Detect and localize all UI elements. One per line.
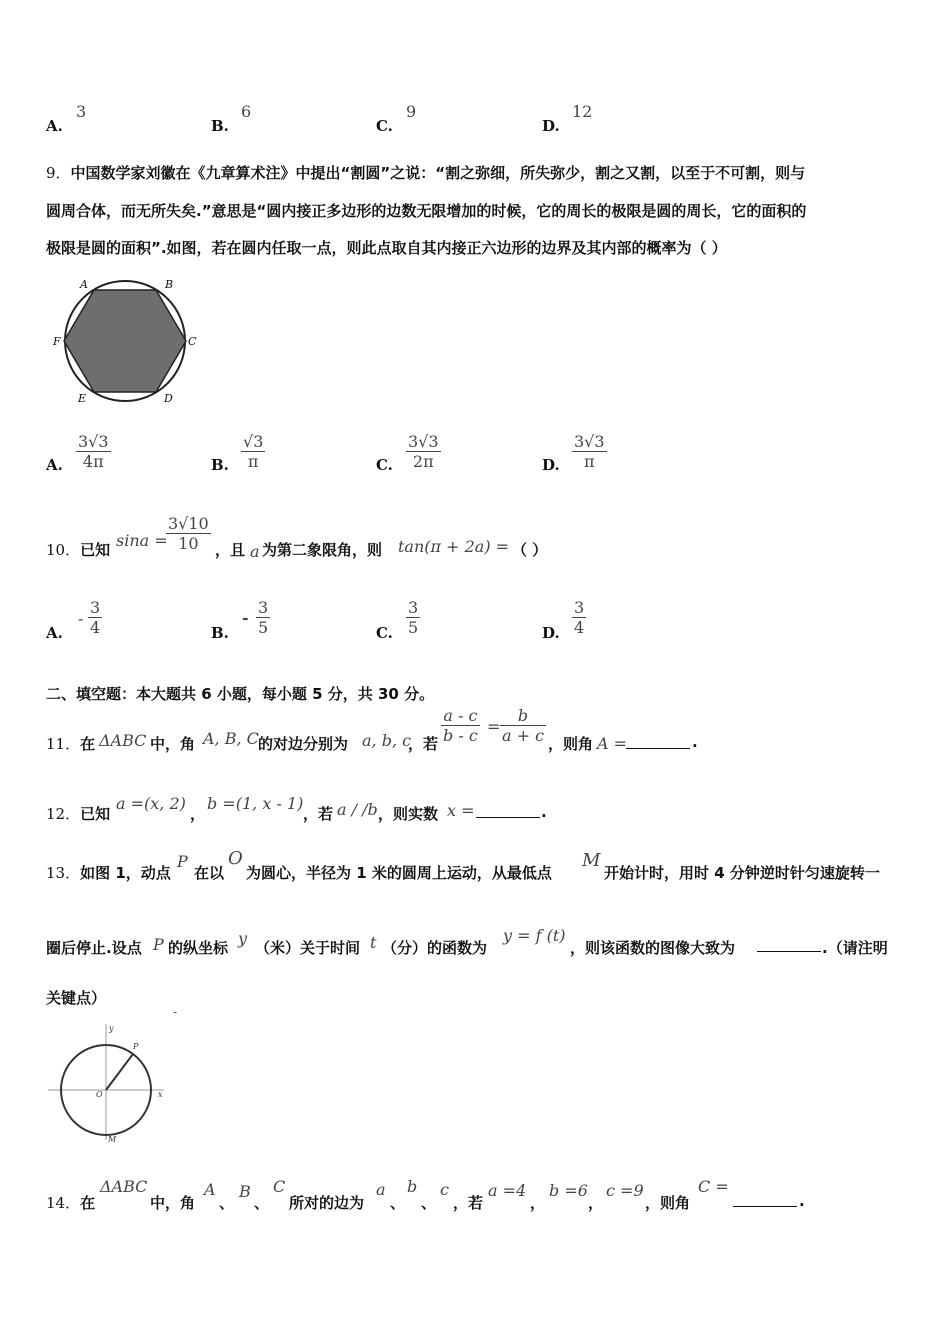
q8-option-a-value: 3 (76, 102, 87, 121)
q11-t1: 在 (80, 735, 96, 753)
q9-option-c-den: 2π (406, 451, 441, 471)
q14-answer-blank[interactable] (733, 1194, 797, 1207)
q10-mid2: 为第二象限角，则 (262, 541, 383, 559)
q12-t2: ，若 (303, 805, 334, 823)
q14-sep-3: 、 (390, 1194, 406, 1212)
q10-option-d-label: D. (542, 624, 560, 642)
q13-t5: 圈后停止.设点 (46, 939, 142, 957)
q10-option-b-sign: - (242, 608, 249, 627)
q14-number: 14． (46, 1194, 81, 1212)
q11-triangle: ΔABC (99, 731, 147, 750)
q10-mid: ，且 (215, 541, 246, 559)
label-origin-o: O (96, 1090, 103, 1099)
hex-label-e: E (78, 392, 87, 405)
q11-left-num: a - c (443, 706, 478, 725)
q10-option-d-num: 3 (574, 598, 585, 617)
q11-left-den: b - c (443, 726, 478, 745)
q8-option-b-value: 6 (241, 102, 252, 121)
q14-t2: 中，角 (150, 1194, 196, 1212)
q9-option-b-den: π (241, 451, 265, 471)
q9-number: 9． (46, 164, 71, 182)
hex-label-c: C (188, 335, 197, 348)
q9-line-3: 极限是圆的面积”.如图，若在圆内任取一点，则此点取自其内接正六边形的边界及其内部的概率为（ ） (46, 239, 727, 257)
q12-condition: a / /b (337, 800, 378, 819)
q10-lead (46, 539, 110, 560)
q12-comma: ， (190, 805, 206, 823)
q14-sep-1: 、 (219, 1194, 235, 1212)
label-point-m: M (108, 1135, 117, 1144)
unit-circle-figure (44, 1020, 174, 1144)
q13-t9: ，则该函数的图像大致为 (570, 939, 736, 957)
q11-t4: ，若 (408, 735, 439, 753)
q13-t-var: t (370, 933, 377, 952)
q14-t5: ，则角 (645, 1194, 691, 1212)
q13-t6: 的纵坐标 (168, 939, 229, 957)
axis-label-x: x (158, 1090, 163, 1099)
q11-lead (46, 733, 95, 754)
q14-comma-1: ， (530, 1194, 546, 1212)
axis-label-y: y (109, 1024, 114, 1033)
hex-label-b: B (165, 278, 174, 291)
q10-option-d-fraction (572, 598, 586, 637)
q10-option-b-den: 5 (258, 618, 269, 637)
q9-option-c-num: 3√3 (408, 432, 439, 451)
q9-option-d-fraction (572, 432, 607, 471)
q14-angle-c: C (273, 1177, 286, 1196)
q12-t1: 已知 (80, 805, 111, 823)
q14-a-value: a =4 (488, 1181, 527, 1200)
q11-number: 11． (46, 735, 81, 753)
q14-angle-a: A (204, 1180, 216, 1199)
q13-point-m: M (582, 850, 601, 871)
q10-frac-num: 3√10 (168, 514, 209, 533)
q9-option-b-num: √3 (243, 432, 264, 451)
q13-number: 13． (46, 864, 81, 882)
inscribed-hexagon (64, 290, 186, 392)
q9-option-b-label: B. (211, 456, 229, 474)
q9-option-a-label: A. (46, 456, 63, 474)
q10-option-a-label: A. (46, 624, 63, 642)
q11-right-fraction (500, 706, 546, 745)
q9-option-b-fraction (241, 432, 265, 471)
hex-label-f: F (53, 335, 61, 348)
q14-angle-b: B (239, 1182, 251, 1201)
q13-function: y = f (t) (503, 926, 566, 945)
q13-point-p: P (177, 852, 188, 871)
q13-t2: 在以 (194, 864, 225, 882)
hexagon-circle-figure (52, 276, 202, 408)
q9-option-d-num: 3√3 (574, 432, 605, 451)
q8-option-c-label: C. (376, 117, 393, 135)
q11-right-num: b (517, 706, 529, 725)
q10-frac-den: 10 (166, 533, 211, 553)
q9-option-d-label: D. (542, 456, 560, 474)
hex-label-a: A (80, 278, 88, 291)
q9-option-d-den: π (572, 451, 607, 471)
q11-right-den: a + c (502, 726, 545, 745)
q13-t4: 开始计时，用时 4 分钟逆时针匀速旋转一 (604, 864, 880, 882)
q12-number: 12． (46, 805, 81, 823)
q14-triangle: ΔABC (100, 1177, 148, 1196)
q10-option-a-sign: - (78, 609, 84, 628)
q11-t3: 的对边分别为 (258, 735, 349, 753)
q13-t10: .（请注明 (822, 939, 888, 957)
q10-option-a-fraction (88, 598, 102, 637)
q13-t1: 如图 1，动点 (80, 864, 171, 882)
q13-t8: （分）的函数为 (382, 939, 488, 957)
q10-option-d-den: 4 (574, 618, 585, 637)
q12-lead (46, 803, 110, 824)
q11-angles: A, B, C (203, 729, 259, 748)
q12-vector-b: b =(1, x - 1) (207, 794, 304, 813)
q10-option-b-num: 3 (258, 598, 269, 617)
q14-side-b: b (407, 1177, 418, 1196)
q10-option-c-label: C. (376, 624, 393, 642)
q10-option-b-label: B. (211, 624, 229, 642)
q11-t2: 中，角 (150, 735, 196, 753)
q8-option-b-label: B. (211, 117, 229, 135)
q10-number: 10． (46, 541, 81, 559)
q12-vector-a: a =(x, 2) (116, 794, 186, 813)
q13-t3: 为圆心，半径为 1 米的圆周上运动，从最低点 (246, 864, 552, 882)
q10-option-c-fraction (406, 598, 420, 637)
q14-t3: 所对的边为 (289, 1194, 365, 1212)
hex-label-d: D (164, 392, 173, 405)
q12-answer-blank[interactable] (476, 805, 540, 818)
q8-option-c-value: 9 (406, 102, 417, 121)
q8-option-d-value: 12 (572, 102, 593, 121)
q10-option-c-den: 5 (408, 618, 419, 637)
q10-sin-fraction (166, 514, 211, 553)
q13-t11: 关键点） (46, 989, 107, 1007)
q9-option-a-fraction (76, 432, 111, 471)
q11-equals: = (487, 717, 501, 736)
q9-option-a-num: 3√3 (78, 432, 109, 451)
q11-t5: ，则角 (548, 735, 594, 753)
section-2-title: 二、填空题：本大题共 6 小题，每小题 5 分，共 30 分。 (46, 685, 435, 703)
q11-sides: a, b, c (362, 731, 412, 750)
q14-t1: 在 (80, 1194, 96, 1212)
q9-line-1-text: 中国数学家刘徽在《九章算术注》中提出“割圆”之说：“割之弥细，所失弥少，割之又割，以至于不可割，则与 (70, 164, 806, 182)
q9-line-1 (46, 162, 805, 183)
q14-sep-4: 、 (421, 1194, 437, 1212)
q10-option-b-fraction (256, 598, 270, 637)
q11-answer-blank[interactable] (626, 736, 690, 749)
q10-tan-expr: tan(π + 2a) = (398, 537, 510, 556)
q10-alpha: a (250, 542, 260, 561)
q14-dot: . (799, 1192, 805, 1210)
q14-b-value: b =6 (549, 1181, 588, 1200)
q8-option-d-label: D. (542, 117, 560, 135)
q14-side-c: c (440, 1180, 449, 1199)
q13-lead (46, 862, 171, 883)
q12-answer-label: x = (447, 801, 475, 820)
q12-dot: . (541, 803, 547, 821)
q10-known: 已知 (80, 541, 111, 559)
q8-option-a-label: A. (46, 117, 63, 135)
q13-y: y (238, 929, 248, 948)
q13-dash: - (173, 1005, 178, 1019)
q14-sep-2: 、 (254, 1194, 270, 1212)
q10-option-c-num: 3 (408, 598, 419, 617)
q11-answer-label: A = (597, 734, 628, 753)
q14-side-a: a (376, 1180, 386, 1199)
q9-option-a-den: 4π (76, 451, 111, 471)
q9-option-c-fraction (406, 432, 441, 471)
label-point-p: P (133, 1042, 139, 1051)
radius-op (106, 1054, 133, 1090)
q14-answer-label: C = (698, 1177, 729, 1196)
q10-sin-expr: sina = (116, 531, 168, 550)
q13-answer-blank[interactable] (757, 939, 821, 952)
q10-option-a-den: 4 (90, 618, 101, 637)
q9-option-c-label: C. (376, 456, 393, 474)
q10-option-a-num: 3 (90, 598, 101, 617)
q9-line-2: 圆周合体，而无所失矣.”意思是“圆内接正多边形的边数无限增加的时候，它的周长的极限是圆的周长，它的面积的 (46, 202, 807, 220)
q13-center-o: O (228, 848, 243, 869)
q13-point-p2: P (153, 935, 164, 954)
q14-t4: ，若 (453, 1194, 484, 1212)
q11-left-fraction (441, 706, 480, 745)
q13-t7: （米）关于时间 (255, 939, 361, 957)
q11-dot: . (692, 733, 698, 751)
q14-comma-2: ， (588, 1194, 604, 1212)
q14-lead (46, 1192, 95, 1213)
q12-t3: ，则实数 (378, 805, 439, 823)
q10-end: （ ） (512, 541, 548, 559)
q14-c-value: c =9 (606, 1181, 644, 1200)
